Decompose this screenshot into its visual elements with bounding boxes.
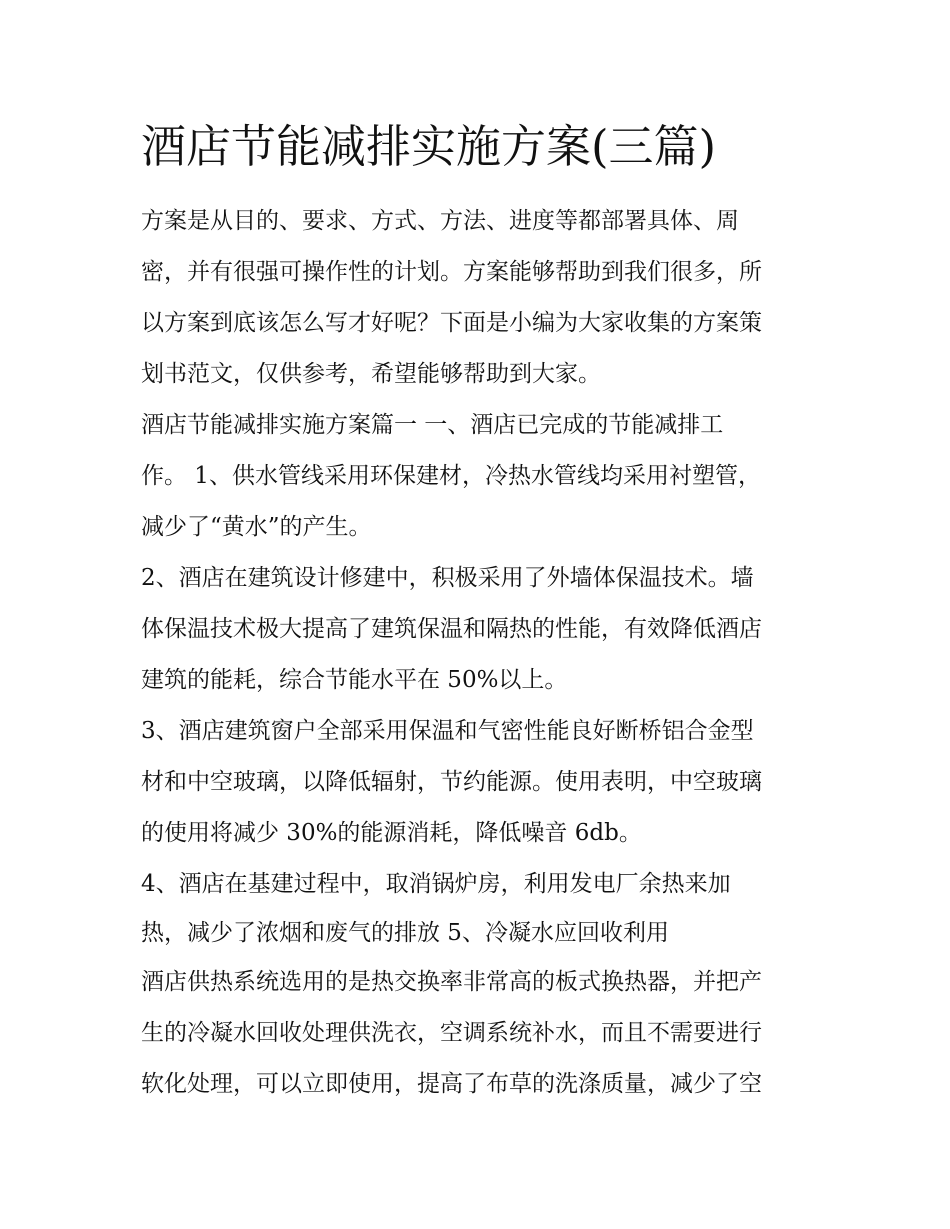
body-line: 方案是从目的、要求、方式、方法、进度等都部署具体、周 xyxy=(141,208,739,234)
body-line: 酒店供热系统选用的是热交换率非常高的板式换热器，并把产 xyxy=(141,969,762,995)
body-line: 以方案到底该怎么写才好呢？下面是小编为大家收集的方案策 xyxy=(141,310,762,336)
body-line: 3、酒店建筑窗户全部采用保温和气密性能良好断桥铝合金型 xyxy=(141,718,754,744)
body-line: 生的冷凝水回收处理供洗衣，空调系统补水，而且不需要进行 xyxy=(141,1020,762,1046)
body-line: 密，并有很强可操作性的计划。方案能够帮助到我们很多，所 xyxy=(141,259,762,285)
body-line: 体保温技术极大提高了建筑保温和隔热的性能，有效降低酒店 xyxy=(141,616,762,642)
body-line: 4、酒店在基建过程中，取消锅炉房，利用发电厂余热来加 xyxy=(141,871,731,897)
body-line: 酒店节能减排实施方案篇一 一、酒店已完成的节能减排工 xyxy=(141,412,724,438)
body-line: 划书范文，仅供参考，希望能够帮助到大家。 xyxy=(141,361,601,387)
body-line: 作。 1、供水管线采用环保建材，冷热水管线均采用衬塑管， xyxy=(141,463,761,489)
document-title: 酒店节能减排实施方案(三篇) xyxy=(141,120,717,173)
body-line: 2、酒店在建筑设计修建中，积极采用了外墙体保温技术。墙 xyxy=(141,565,754,591)
body-line: 的使用将减少 30%的能源消耗，降低噪音 6db。 xyxy=(141,820,642,846)
body-line: 材和中空玻璃，以降低辐射，节约能源。使用表明，中空玻璃 xyxy=(141,769,762,795)
body-line: 减少了“黄水”的产生。 xyxy=(141,514,372,540)
body-line: 建筑的能耗，综合节能水平在 50%以上。 xyxy=(141,667,568,693)
body-line: 热，减少了浓烟和废气的排放 5、冷凝水应回收利用 xyxy=(141,920,669,946)
body-line: 软化处理，可以立即使用，提高了布草的洗涤质量，减少了空 xyxy=(141,1071,762,1097)
